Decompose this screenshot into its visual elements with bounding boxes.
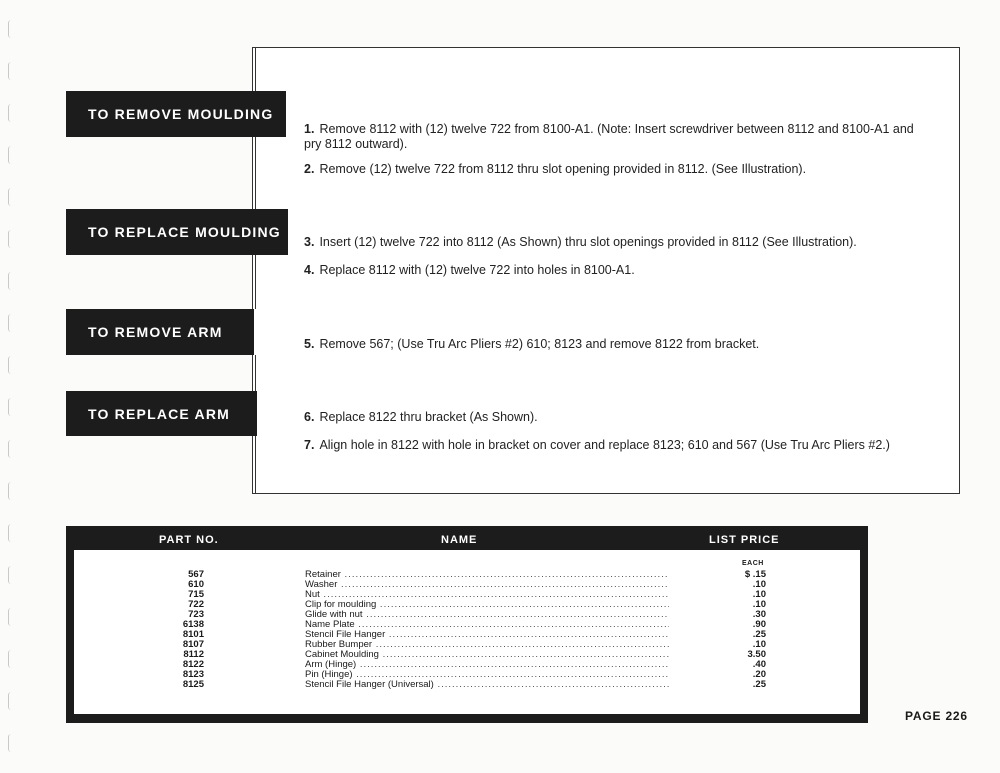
step-number: 4.	[304, 263, 315, 277]
step-number: 2.	[304, 162, 315, 176]
connector-line	[255, 255, 256, 309]
part-number: 8112	[183, 649, 204, 660]
part-number: 610	[188, 579, 204, 590]
part-number: 8125	[182, 679, 204, 690]
connector-line	[255, 47, 256, 91]
part-number: 722	[188, 599, 204, 610]
step-number: 5.	[304, 337, 315, 351]
part-price: .10	[752, 599, 766, 610]
step-text: Remove 567; (Use Tru Arc Pliers #2) 610; 8123 and remove 8122 from bracket.	[319, 337, 760, 351]
part-number: 8101	[182, 629, 204, 640]
binding-holes	[8, 0, 14, 773]
part-number: 8123	[182, 669, 204, 680]
step-number: 1.	[304, 122, 315, 136]
part-name: Pin (Hinge) .....	[305, 670, 669, 680]
part-number: 567	[188, 569, 204, 580]
part-price: .10	[752, 589, 766, 600]
connector-line	[255, 137, 256, 209]
label-remove-arm: TO REMOVE ARM	[66, 309, 254, 355]
part-price: .10	[752, 579, 766, 590]
step-number: 3.	[304, 235, 315, 249]
step-text: Replace 8122 thru bracket (As Shown).	[319, 410, 538, 424]
parts-table	[66, 526, 868, 723]
header-part-no: PART NO.	[159, 534, 219, 546]
label-remove-moulding: TO REMOVE MOULDING	[66, 91, 286, 137]
part-name: Glide with nut .....	[305, 610, 669, 620]
step-1	[304, 122, 924, 152]
part-price: .20	[752, 669, 766, 680]
step-number: 6.	[304, 410, 315, 424]
part-price: .30	[752, 609, 766, 620]
header-name: NAME	[441, 534, 478, 546]
page-number: PAGE 226	[905, 709, 968, 723]
part-name: Rubber Bumper .....	[305, 640, 669, 650]
part-number: 8107	[182, 639, 204, 650]
step-text: Align hole in 8122 with hole in bracket on cover and replace 8123; 610 and 567 (Use Tru Arc Pliers #2.)	[319, 438, 890, 452]
step-number: 7.	[304, 438, 315, 452]
part-name: Clip for moulding .....	[305, 600, 669, 610]
part-price: $ .15	[744, 569, 766, 580]
part-name: Arm (Hinge) .....	[305, 660, 669, 670]
connector-line	[255, 355, 256, 391]
step-2	[304, 162, 924, 177]
part-name: Retainer .....	[305, 570, 669, 580]
step-7	[304, 438, 924, 453]
label-replace-arm: TO REPLACE ARM	[66, 391, 257, 436]
step-text: Remove (12) twelve 722 from 8112 thru slot opening provided in 8112. (See Illustration).	[319, 162, 807, 176]
part-price: .90	[752, 619, 766, 630]
step-text: Insert (12) twelve 722 into 8112 (As Shown) thru slot openings provided in 8112 (See Illustration).	[319, 235, 857, 249]
part-number: 723	[188, 609, 204, 620]
part-name: Washer .....	[305, 580, 669, 590]
part-number: 8122	[182, 659, 204, 670]
part-price: .25	[752, 679, 766, 690]
part-number: 6138	[182, 619, 204, 630]
part-name: Stencil File Hanger (Universal) .....	[305, 680, 669, 690]
step-6	[304, 410, 924, 425]
label-replace-moulding: TO REPLACE MOULDING	[66, 209, 288, 255]
step-text: Replace 8112 with (12) twelve 722 into holes in 8100-A1.	[319, 263, 635, 277]
part-price: .40	[752, 659, 766, 670]
part-price: .10	[752, 639, 766, 650]
part-price: .25	[752, 629, 766, 640]
each-label: EACH	[742, 560, 764, 567]
part-name: Stencil File Hanger .....	[305, 630, 669, 640]
part-name: Name Plate .....	[305, 620, 669, 630]
part-name: Cabinet Moulding .....	[305, 650, 669, 660]
step-3	[304, 235, 924, 250]
parts-table-body	[74, 550, 860, 714]
part-name: Nut .....	[305, 590, 669, 600]
connector-line	[255, 436, 256, 494]
part-number: 715	[188, 589, 204, 600]
part-price: 3.50	[747, 649, 766, 660]
step-5	[304, 337, 924, 352]
header-list-price: LIST PRICE	[709, 534, 780, 546]
step-4	[304, 263, 924, 278]
table-row	[74, 680, 860, 690]
step-text: Remove 8112 with (12) twelve 722 from 8100-A1. (Note: Insert screwdriver between 8112 and 8100-A1 and pry 8112 outward).	[304, 122, 914, 151]
